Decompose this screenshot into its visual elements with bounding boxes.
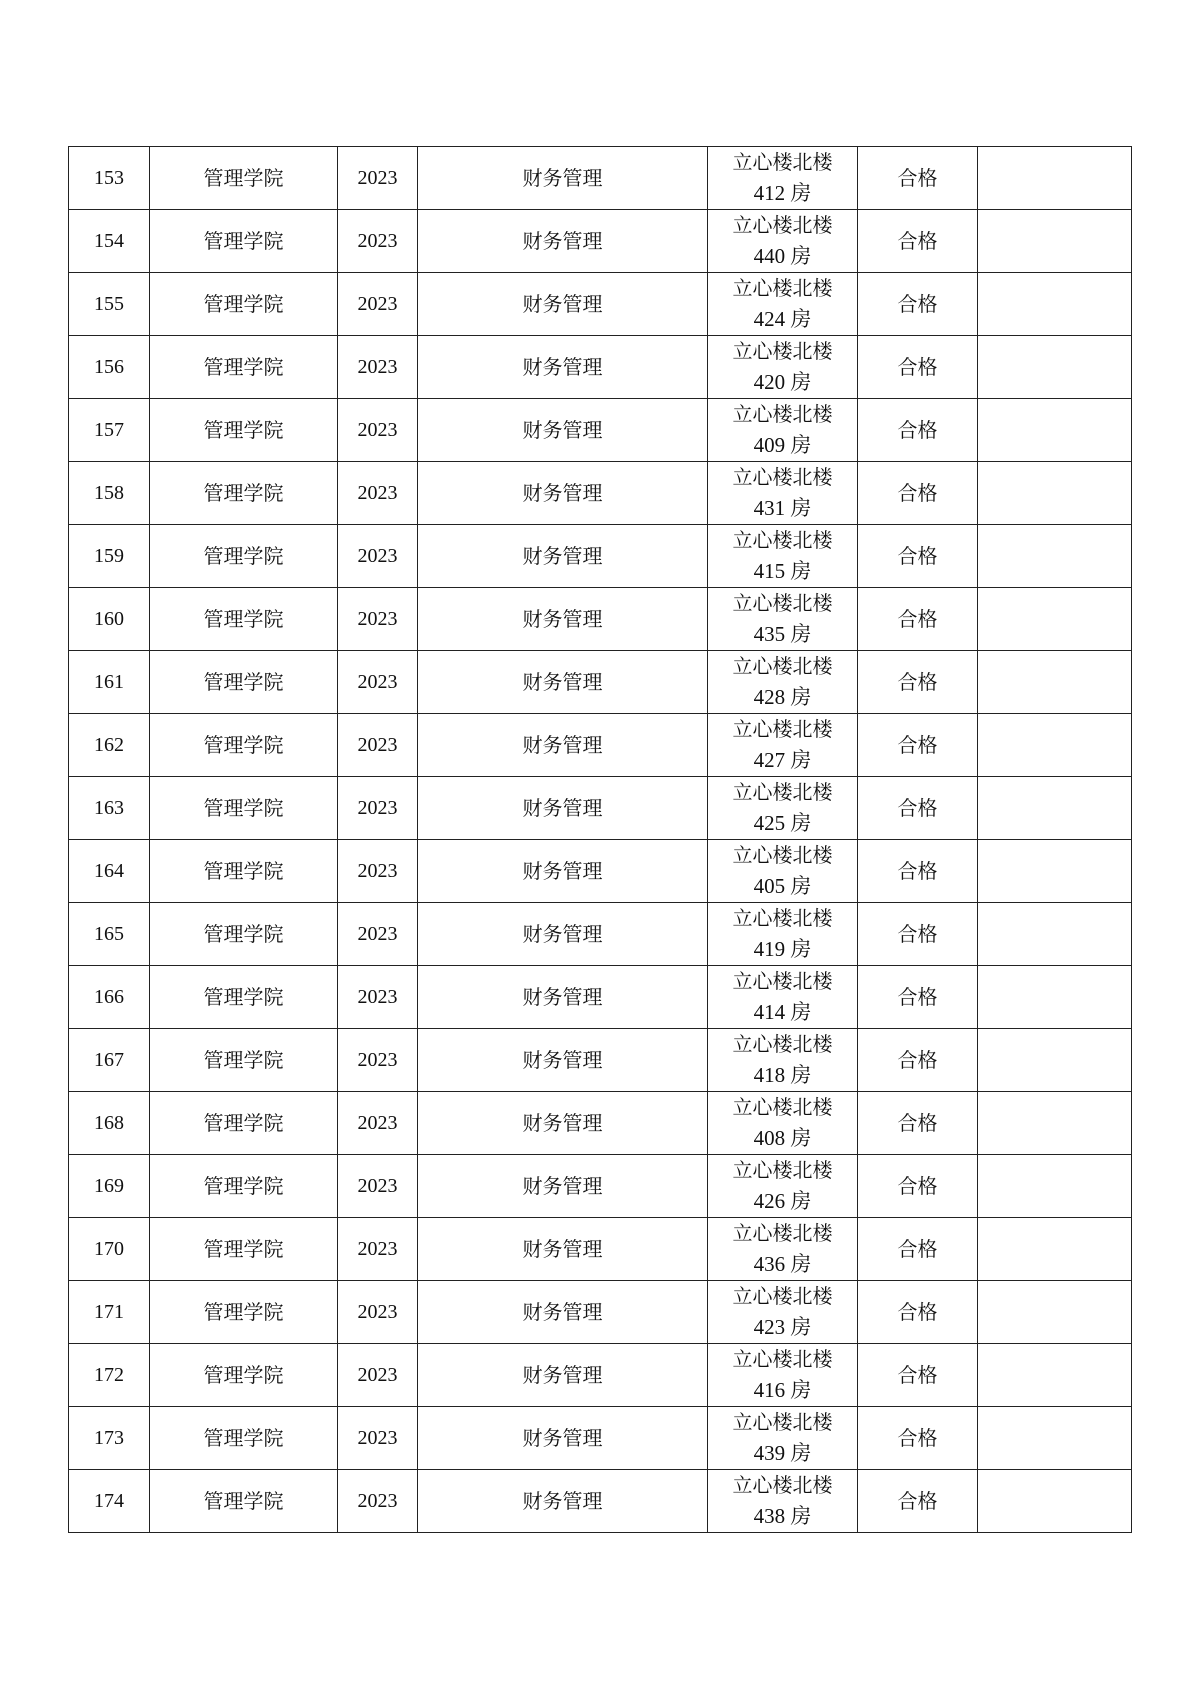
cell-college: 管理学院 [150,1029,338,1092]
table-row [69,273,1132,336]
table-row [69,966,1132,1029]
cell-location [708,651,858,714]
cell-result: 合格 [858,840,978,903]
cell-location [708,966,858,1029]
cell-year: 2023 [338,525,418,588]
table-row [69,840,1132,903]
cell-result: 合格 [858,777,978,840]
cell-remark [978,147,1132,210]
room-number: 438 房 [753,1504,812,1528]
cell-location [708,1470,858,1533]
cell-major: 财务管理 [418,1470,708,1533]
cell-remark [978,588,1132,651]
cell-result: 合格 [858,525,978,588]
table-row [69,714,1132,777]
room-number: 416 房 [753,1378,812,1402]
cell-number: 159 [69,525,150,588]
cell-location [708,1281,858,1344]
cell-location [708,1155,858,1218]
cell-college: 管理学院 [150,777,338,840]
table-row [69,1281,1132,1344]
cell-college: 管理学院 [150,1407,338,1470]
building-name: 立心楼北楼 [732,717,833,741]
cell-result: 合格 [858,1218,978,1281]
cell-number: 168 [69,1092,150,1155]
table-row [69,777,1132,840]
cell-number: 160 [69,588,150,651]
cell-college: 管理学院 [150,651,338,714]
cell-college: 管理学院 [150,1281,338,1344]
cell-college: 管理学院 [150,714,338,777]
cell-remark [978,1029,1132,1092]
cell-college: 管理学院 [150,903,338,966]
cell-result: 合格 [858,1344,978,1407]
cell-major: 财务管理 [418,966,708,1029]
cell-major: 财务管理 [418,588,708,651]
cell-year: 2023 [338,903,418,966]
cell-year: 2023 [338,966,418,1029]
cell-college: 管理学院 [150,462,338,525]
cell-college: 管理学院 [150,399,338,462]
cell-number: 156 [69,336,150,399]
cell-location [708,1029,858,1092]
cell-college: 管理学院 [150,1344,338,1407]
cell-year: 2023 [338,210,418,273]
cell-college: 管理学院 [150,210,338,273]
table-row [69,651,1132,714]
cell-major: 财务管理 [418,1218,708,1281]
cell-remark [978,273,1132,336]
cell-college: 管理学院 [150,336,338,399]
cell-location [708,1218,858,1281]
building-name: 立心楼北楼 [732,213,833,237]
cell-number: 166 [69,966,150,1029]
cell-college: 管理学院 [150,1155,338,1218]
cell-remark [978,777,1132,840]
table-body [69,147,1132,1533]
cell-major: 财务管理 [418,1029,708,1092]
room-number: 436 房 [753,1252,812,1276]
cell-remark [978,903,1132,966]
cell-major: 财务管理 [418,1344,708,1407]
cell-result: 合格 [858,1092,978,1155]
cell-college: 管理学院 [150,525,338,588]
cell-remark [978,1218,1132,1281]
table-row [69,1029,1132,1092]
cell-location [708,903,858,966]
cell-location [708,714,858,777]
table-row [69,588,1132,651]
building-name: 立心楼北楼 [732,276,833,300]
cell-year: 2023 [338,714,418,777]
cell-number: 162 [69,714,150,777]
building-name: 立心楼北楼 [732,1095,833,1119]
cell-remark [978,399,1132,462]
cell-year: 2023 [338,588,418,651]
cell-year: 2023 [338,1092,418,1155]
cell-year: 2023 [338,147,418,210]
table-row [69,399,1132,462]
cell-major: 财务管理 [418,840,708,903]
cell-result: 合格 [858,651,978,714]
cell-number: 161 [69,651,150,714]
building-name: 立心楼北楼 [732,969,833,993]
cell-result: 合格 [858,336,978,399]
room-number: 428 房 [753,685,812,709]
cell-location [708,588,858,651]
table-row [69,1344,1132,1407]
cell-result: 合格 [858,714,978,777]
cell-major: 财务管理 [418,1155,708,1218]
cell-number: 173 [69,1407,150,1470]
cell-result: 合格 [858,1029,978,1092]
cell-college: 管理学院 [150,273,338,336]
cell-year: 2023 [338,1407,418,1470]
cell-result: 合格 [858,1155,978,1218]
room-number: 405 房 [753,874,812,898]
building-name: 立心楼北楼 [732,528,833,552]
cell-number: 163 [69,777,150,840]
room-number: 435 房 [753,622,812,646]
cell-number: 157 [69,399,150,462]
roster-table [68,146,1132,1533]
cell-remark [978,1407,1132,1470]
cell-major: 财务管理 [418,336,708,399]
cell-major: 财务管理 [418,462,708,525]
room-number: 419 房 [753,937,812,961]
table-row [69,1218,1132,1281]
cell-remark [978,1155,1132,1218]
cell-location [708,1092,858,1155]
building-name: 立心楼北楼 [732,339,833,363]
room-number: 409 房 [753,433,812,457]
cell-number: 158 [69,462,150,525]
cell-major: 财务管理 [418,1281,708,1344]
room-number: 408 房 [753,1126,812,1150]
cell-remark [978,525,1132,588]
cell-year: 2023 [338,399,418,462]
cell-major: 财务管理 [418,714,708,777]
room-number: 424 房 [753,307,812,331]
cell-year: 2023 [338,1344,418,1407]
cell-number: 174 [69,1470,150,1533]
table-row [69,525,1132,588]
cell-remark [978,1281,1132,1344]
cell-remark [978,1470,1132,1533]
cell-college: 管理学院 [150,1218,338,1281]
room-number: 427 房 [753,748,812,772]
cell-location [708,462,858,525]
cell-result: 合格 [858,399,978,462]
building-name: 立心楼北楼 [732,843,833,867]
cell-location [708,840,858,903]
cell-location [708,1344,858,1407]
cell-remark [978,714,1132,777]
cell-college: 管理学院 [150,1092,338,1155]
cell-year: 2023 [338,336,418,399]
cell-location [708,1407,858,1470]
cell-number: 171 [69,1281,150,1344]
cell-result: 合格 [858,1470,978,1533]
building-name: 立心楼北楼 [732,150,833,174]
table-row [69,1092,1132,1155]
cell-year: 2023 [338,1155,418,1218]
room-number: 412 房 [753,181,812,205]
cell-college: 管理学院 [150,147,338,210]
cell-number: 167 [69,1029,150,1092]
room-number: 415 房 [753,559,812,583]
table-row [69,1407,1132,1470]
cell-remark [978,1092,1132,1155]
cell-major: 财务管理 [418,777,708,840]
cell-year: 2023 [338,1281,418,1344]
cell-location [708,147,858,210]
building-name: 立心楼北楼 [732,1158,833,1182]
cell-result: 合格 [858,210,978,273]
table-row [69,903,1132,966]
cell-remark [978,1344,1132,1407]
building-name: 立心楼北楼 [732,1347,833,1371]
room-number: 431 房 [753,496,812,520]
cell-location [708,777,858,840]
cell-location [708,399,858,462]
cell-major: 财务管理 [418,525,708,588]
cell-year: 2023 [338,462,418,525]
cell-number: 164 [69,840,150,903]
cell-result: 合格 [858,147,978,210]
cell-location [708,525,858,588]
cell-result: 合格 [858,966,978,1029]
cell-major: 财务管理 [418,1092,708,1155]
room-number: 439 房 [753,1441,812,1465]
cell-location [708,336,858,399]
cell-result: 合格 [858,903,978,966]
building-name: 立心楼北楼 [732,591,833,615]
cell-result: 合格 [858,1281,978,1344]
building-name: 立心楼北楼 [732,1284,833,1308]
room-number: 426 房 [753,1189,812,1213]
building-name: 立心楼北楼 [732,1221,833,1245]
building-name: 立心楼北楼 [732,1410,833,1434]
cell-year: 2023 [338,651,418,714]
building-name: 立心楼北楼 [732,402,833,426]
cell-number: 170 [69,1218,150,1281]
building-name: 立心楼北楼 [732,1032,833,1056]
cell-year: 2023 [338,840,418,903]
cell-location [708,210,858,273]
table-row [69,1155,1132,1218]
cell-major: 财务管理 [418,1407,708,1470]
cell-year: 2023 [338,273,418,336]
cell-result: 合格 [858,462,978,525]
cell-remark [978,462,1132,525]
cell-remark [978,336,1132,399]
cell-location [708,273,858,336]
table-row [69,210,1132,273]
cell-number: 155 [69,273,150,336]
table-row [69,336,1132,399]
cell-year: 2023 [338,1218,418,1281]
room-number: 418 房 [753,1063,812,1087]
cell-major: 财务管理 [418,210,708,273]
cell-major: 财务管理 [418,273,708,336]
cell-major: 财务管理 [418,399,708,462]
room-number: 440 房 [753,244,812,268]
cell-result: 合格 [858,273,978,336]
cell-remark [978,840,1132,903]
cell-college: 管理学院 [150,840,338,903]
cell-year: 2023 [338,777,418,840]
building-name: 立心楼北楼 [732,465,833,489]
cell-college: 管理学院 [150,1470,338,1533]
table-row [69,1470,1132,1533]
table-row [69,147,1132,210]
cell-number: 172 [69,1344,150,1407]
room-number: 420 房 [753,370,812,394]
building-name: 立心楼北楼 [732,1473,833,1497]
cell-major: 财务管理 [418,147,708,210]
building-name: 立心楼北楼 [732,906,833,930]
room-number: 414 房 [753,1000,812,1024]
room-number: 423 房 [753,1315,812,1339]
cell-remark [978,210,1132,273]
table-row [69,462,1132,525]
cell-college: 管理学院 [150,588,338,651]
cell-number: 169 [69,1155,150,1218]
cell-major: 财务管理 [418,651,708,714]
room-number: 425 房 [753,811,812,835]
cell-remark [978,966,1132,1029]
cell-remark [978,651,1132,714]
dormitory-inspection-table [68,146,1131,1533]
cell-major: 财务管理 [418,903,708,966]
building-name: 立心楼北楼 [732,654,833,678]
cell-result: 合格 [858,1407,978,1470]
cell-result: 合格 [858,588,978,651]
cell-number: 153 [69,147,150,210]
cell-college: 管理学院 [150,966,338,1029]
building-name: 立心楼北楼 [732,780,833,804]
cell-number: 165 [69,903,150,966]
cell-year: 2023 [338,1470,418,1533]
cell-number: 154 [69,210,150,273]
cell-year: 2023 [338,1029,418,1092]
